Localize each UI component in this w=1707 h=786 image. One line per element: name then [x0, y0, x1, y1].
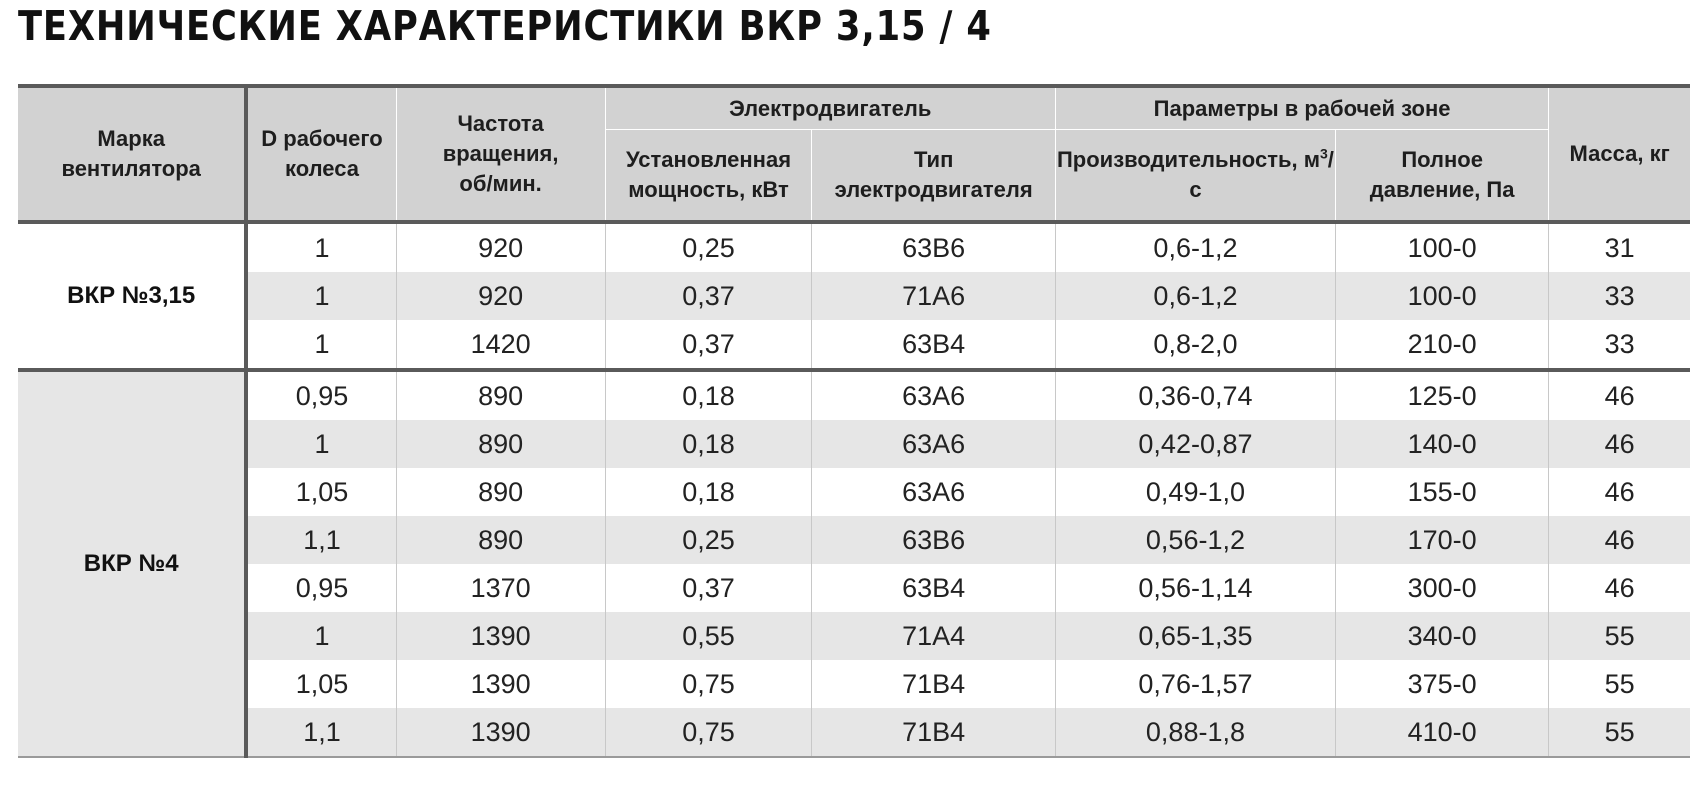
table-row: [18, 272, 1690, 320]
cell-diameter: 1: [246, 420, 396, 468]
table-body: [18, 222, 1690, 757]
flow-unit-suffix: /с: [1189, 147, 1334, 202]
flow-label: Производительность, м: [1056, 147, 1320, 172]
col-header-pressure: Полное давление, Па: [1336, 130, 1549, 223]
cell-pressure: 100-0: [1336, 222, 1549, 272]
cell-power: 0,37: [605, 320, 812, 370]
cell-rpm: 1370: [396, 564, 605, 612]
cell-flow: 0,76-1,57: [1055, 660, 1335, 708]
cell-rpm: 890: [396, 370, 605, 420]
table-row: [18, 516, 1690, 564]
cell-diameter: 1,05: [246, 660, 396, 708]
col-header-power: Установленная мощность, кВт: [605, 130, 812, 223]
cell-mass: 33: [1549, 272, 1690, 320]
cell-power: 0,18: [605, 370, 812, 420]
table-row: [18, 564, 1690, 612]
col-header-flow: [1055, 130, 1335, 223]
cell-power: 0,37: [605, 272, 812, 320]
cell-rpm: 920: [396, 272, 605, 320]
col-header-motor-type: Тип электродвигателя: [812, 130, 1055, 223]
cell-diameter: 1,1: [246, 708, 396, 757]
cell-pressure: 375-0: [1336, 660, 1549, 708]
cell-mass: 46: [1549, 516, 1690, 564]
cell-power: 0,25: [605, 222, 812, 272]
cell-flow: 0,36-0,74: [1055, 370, 1335, 420]
cell-mass: 31: [1549, 222, 1690, 272]
cell-motor-type: 63А6: [812, 370, 1055, 420]
cell-diameter: 1: [246, 222, 396, 272]
cell-motor-type: 63В4: [812, 564, 1055, 612]
cell-flow: 0,56-1,2: [1055, 516, 1335, 564]
cell-diameter: 0,95: [246, 370, 396, 420]
cell-power: 0,25: [605, 516, 812, 564]
flow-unit-sup: 3: [1320, 145, 1328, 162]
cell-diameter: 1: [246, 272, 396, 320]
col-group-motor: Электродвигатель: [605, 86, 1055, 130]
table-row: [18, 660, 1690, 708]
cell-flow: 0,8-2,0: [1055, 320, 1335, 370]
cell-flow: 0,56-1,14: [1055, 564, 1335, 612]
cell-rpm: 890: [396, 420, 605, 468]
cell-flow: 0,6-1,2: [1055, 222, 1335, 272]
col-header-brand: Марка вентилятора: [18, 86, 246, 222]
table-row: [18, 320, 1690, 370]
cell-motor-type: 71В4: [812, 660, 1055, 708]
cell-mass: 46: [1549, 564, 1690, 612]
col-header-mass: Масса, кг: [1549, 86, 1690, 222]
table-row: [18, 222, 1690, 272]
table-row: [18, 468, 1690, 516]
cell-pressure: 340-0: [1336, 612, 1549, 660]
cell-pressure: 125-0: [1336, 370, 1549, 420]
spec-table: [18, 84, 1690, 758]
cell-mass: 46: [1549, 370, 1690, 420]
cell-power: 0,75: [605, 660, 812, 708]
cell-rpm: 1390: [396, 660, 605, 708]
cell-mass: 55: [1549, 660, 1690, 708]
cell-power: 0,55: [605, 612, 812, 660]
cell-power: 0,18: [605, 468, 812, 516]
cell-diameter: 0,95: [246, 564, 396, 612]
cell-power: 0,75: [605, 708, 812, 757]
table-row: [18, 612, 1690, 660]
page-title: ТЕХНИЧЕСКИЕ ХАРАКТЕРИСТИКИ ВКР 3,15 / 4: [18, 2, 992, 50]
cell-mass: 33: [1549, 320, 1690, 370]
cell-pressure: 300-0: [1336, 564, 1549, 612]
cell-diameter: 1: [246, 612, 396, 660]
cell-mass: 46: [1549, 468, 1690, 516]
cell-mass: 46: [1549, 420, 1690, 468]
cell-pressure: 210-0: [1336, 320, 1549, 370]
cell-flow: 0,65-1,35: [1055, 612, 1335, 660]
table-header: [18, 86, 1690, 222]
cell-flow: 0,6-1,2: [1055, 272, 1335, 320]
cell-flow: 0,42-0,87: [1055, 420, 1335, 468]
cell-rpm: 1390: [396, 708, 605, 757]
cell-rpm: 1390: [396, 612, 605, 660]
cell-motor-type: 71В4: [812, 708, 1055, 757]
cell-motor-type: 71А6: [812, 272, 1055, 320]
cell-flow: 0,49-1,0: [1055, 468, 1335, 516]
cell-motor-type: 63А6: [812, 420, 1055, 468]
cell-mass: 55: [1549, 612, 1690, 660]
cell-pressure: 140-0: [1336, 420, 1549, 468]
cell-diameter: 1: [246, 320, 396, 370]
cell-rpm: 890: [396, 468, 605, 516]
cell-diameter: 1,05: [246, 468, 396, 516]
cell-rpm: 920: [396, 222, 605, 272]
cell-pressure: 100-0: [1336, 272, 1549, 320]
table-row: [18, 420, 1690, 468]
col-group-zone: Параметры в рабочей зоне: [1055, 86, 1548, 130]
cell-flow: 0,88-1,8: [1055, 708, 1335, 757]
cell-mass: 55: [1549, 708, 1690, 757]
cell-rpm: 1420: [396, 320, 605, 370]
table-row: [18, 370, 1690, 420]
col-header-diameter: D рабочего колеса: [246, 86, 396, 222]
cell-rpm: 890: [396, 516, 605, 564]
cell-diameter: 1,1: [246, 516, 396, 564]
cell-motor-type: 63А6: [812, 468, 1055, 516]
cell-motor-type: 63В4: [812, 320, 1055, 370]
table-row: [18, 708, 1690, 757]
cell-pressure: 170-0: [1336, 516, 1549, 564]
cell-motor-type: 63В6: [812, 516, 1055, 564]
cell-power: 0,37: [605, 564, 812, 612]
brand-cell: ВКР №3,15: [18, 222, 246, 370]
cell-motor-type: 71А4: [812, 612, 1055, 660]
cell-pressure: 410-0: [1336, 708, 1549, 757]
col-header-rpm: Частота вращения, об/мин.: [396, 86, 605, 222]
brand-cell: ВКР №4: [18, 370, 246, 757]
cell-motor-type: 63В6: [812, 222, 1055, 272]
cell-power: 0,18: [605, 420, 812, 468]
cell-pressure: 155-0: [1336, 468, 1549, 516]
